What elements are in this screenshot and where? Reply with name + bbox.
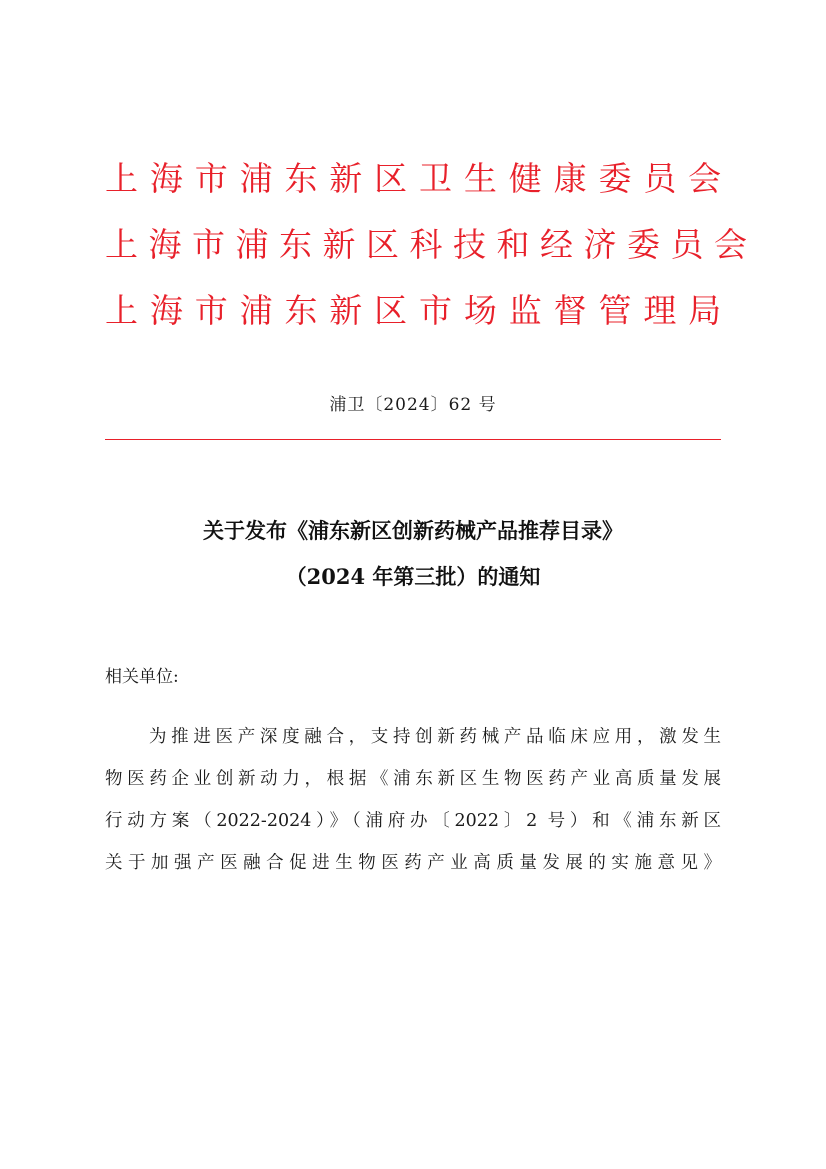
- body-line: 物医药企业创新动力，根据《浦东新区生物医药产业高质量发展: [105, 769, 721, 789]
- issuer-market-supervision-bureau: 上 海 市 浦 东 新 区 市 场 监 督 管 理 局: [105, 291, 722, 330]
- body-paragraph: [105, 716, 721, 884]
- title-line-2: （2024 年第三批）的通知: [285, 564, 541, 589]
- red-divider-line: [105, 439, 721, 440]
- notice-title: [60, 508, 766, 600]
- document-number: 浦卫〔2024〕62 号: [329, 395, 497, 415]
- issuing-agencies: [105, 146, 747, 344]
- salutation: 相关单位:: [105, 667, 179, 687]
- body-line: 为推进医产深度融合，支持创新药械产品临床应用，激发生: [149, 727, 721, 747]
- title-line-1: 关于发布《浦东新区创新药械产品推荐目录》: [203, 518, 623, 543]
- body-line: 关于加强产医融合促进生物医药产业高质量发展的实施意见》: [105, 853, 721, 873]
- body-line: 行动方案（2022-2024）》（浦府办〔2022〕2 号）和《浦东新区: [105, 811, 721, 831]
- issuer-health-commission: 上 海 市 浦 东 新 区 卫 生 健 康 委 员 会: [105, 159, 722, 198]
- issuer-science-economy-commission: 上 海 市 浦 东 新 区 科 技 和 经 济 委 员 会: [105, 225, 747, 264]
